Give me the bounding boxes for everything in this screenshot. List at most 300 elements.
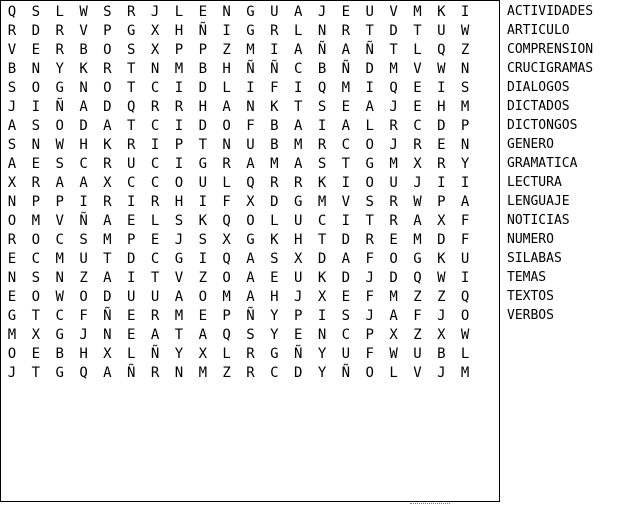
grid-cell: R xyxy=(127,137,136,153)
grid-cell: M xyxy=(293,137,303,153)
grid-cell: C xyxy=(55,308,64,324)
grid-cell: E xyxy=(31,42,41,58)
grid-cell: R xyxy=(246,346,255,362)
grid-cell: G xyxy=(127,23,136,39)
grid-cell: E xyxy=(7,289,17,305)
grid-cell: B xyxy=(198,61,208,77)
grid-cell: M xyxy=(103,232,112,248)
grid-cell: N xyxy=(460,137,470,153)
grid-cell: O xyxy=(389,251,398,267)
grid-cell: F xyxy=(365,251,374,267)
grid-cell: N xyxy=(103,327,112,343)
grid-cell: A xyxy=(293,156,303,172)
grid-cell: V xyxy=(55,213,64,229)
grid-cell: E xyxy=(270,270,279,286)
grid-cell: A xyxy=(246,251,255,267)
grid-cell: I xyxy=(79,194,88,210)
grid-cell: T xyxy=(31,308,41,324)
grid-cell: W xyxy=(460,23,470,39)
grid-cell: L xyxy=(127,346,136,362)
grid-cell: I xyxy=(174,80,184,96)
grid-cell: S xyxy=(246,327,255,343)
grid-cell: E xyxy=(127,213,136,229)
grid-cell: A xyxy=(341,251,351,267)
grid-cell: E xyxy=(127,327,136,343)
word-list-item: ACTIVIDADES xyxy=(507,4,594,19)
grid-cell: O xyxy=(174,175,184,191)
word-list-item: GENERO xyxy=(507,137,554,152)
grid-cell: S xyxy=(31,270,41,286)
grid-cell: E xyxy=(150,232,160,248)
grid-cell: Ñ xyxy=(246,61,255,77)
grid-cell: L xyxy=(389,365,398,381)
grid-cell: H xyxy=(79,346,88,362)
grid-cell: R xyxy=(341,23,351,39)
grid-cell: I xyxy=(127,270,136,286)
grid-cell: E xyxy=(293,327,303,343)
grid-cell: K xyxy=(437,4,446,20)
grid-cell: A xyxy=(79,175,88,191)
grid-cell: A xyxy=(246,156,255,172)
word-list-item: DICTONGOS xyxy=(507,118,578,133)
grid-cell: J xyxy=(293,289,303,305)
grid-cell: U xyxy=(79,251,88,267)
grid-cell: A xyxy=(293,118,303,134)
grid-cell: R xyxy=(55,23,64,39)
grid-cell: Ñ xyxy=(150,346,160,362)
grid-cell: R xyxy=(150,308,160,324)
grid-cell: A xyxy=(413,213,422,229)
grid-cell: J xyxy=(174,232,184,248)
grid-cell: X xyxy=(437,213,446,229)
grid-cell: C xyxy=(31,251,41,267)
grid-cell: A xyxy=(103,213,112,229)
grid-cell: G xyxy=(55,365,64,381)
grid-cell: H xyxy=(174,23,184,39)
grid-cell: R xyxy=(150,194,160,210)
grid-cell: A xyxy=(365,99,374,115)
grid-cell: H xyxy=(293,232,303,248)
grid-cell: I xyxy=(317,308,327,324)
grid-cell: G xyxy=(246,232,255,248)
grid-cell: R xyxy=(150,365,160,381)
grid-cell: I xyxy=(174,118,184,134)
grid-cell: T xyxy=(127,61,136,77)
grid-cell: W xyxy=(389,346,398,362)
grid-cell: J xyxy=(437,365,446,381)
grid-cell: I xyxy=(198,194,208,210)
word-list-item: COMPRENSION xyxy=(507,42,594,57)
grid-cell: F xyxy=(365,346,374,362)
grid-cell: Z xyxy=(222,365,231,381)
grid-cell: B xyxy=(270,118,279,134)
grid-cell: A xyxy=(293,42,303,58)
grid-cell: H xyxy=(437,99,446,115)
grid-cell: A xyxy=(460,194,470,210)
grid-cell: R xyxy=(127,4,136,20)
grid-cell: D xyxy=(127,251,136,267)
grid-cell: R xyxy=(270,23,279,39)
grid-cell: T xyxy=(293,99,303,115)
grid-cell: O xyxy=(31,289,41,305)
grid-cell: Ñ xyxy=(341,61,351,77)
grid-cell: S xyxy=(198,232,208,248)
grid-cell: I xyxy=(437,175,446,191)
grid-cell: V xyxy=(413,61,422,77)
grid-cell: O xyxy=(103,42,112,58)
grid-cell: E xyxy=(198,308,208,324)
grid-cell: N xyxy=(31,61,41,77)
grid-cell: Q xyxy=(127,99,136,115)
grid-cell: L xyxy=(222,346,231,362)
grid-cell: X xyxy=(103,346,112,362)
grid-cell: Z xyxy=(198,270,208,286)
grid-cell: G xyxy=(55,327,64,343)
word-list-item: NOTICIAS xyxy=(507,213,570,228)
grid-cell: J xyxy=(365,270,374,286)
grid-cell: L xyxy=(222,175,231,191)
word-list-item: TEMAS xyxy=(507,270,547,285)
grid-cell: B xyxy=(317,61,327,77)
grid-cell: P xyxy=(174,42,184,58)
grid-cell: P xyxy=(437,194,446,210)
grid-cell: L xyxy=(55,4,64,20)
grid-cell: Y xyxy=(270,308,279,324)
grid-cell: F xyxy=(222,194,231,210)
grid-cell: Ñ xyxy=(317,42,327,58)
grid-cell: R xyxy=(365,232,374,248)
grid-cell: C xyxy=(341,327,351,343)
grid-cell: G xyxy=(270,346,279,362)
grid-cell: X xyxy=(150,23,160,39)
grid-cell: Q xyxy=(413,270,422,286)
grid-cell: M xyxy=(341,80,351,96)
grid-cell: F xyxy=(365,289,374,305)
grid-cell: U xyxy=(389,175,398,191)
grid-cell: H xyxy=(79,137,88,153)
grid-cell: C xyxy=(55,232,64,248)
word-list-item: DIALOGOS xyxy=(507,80,570,95)
grid-cell: Q xyxy=(222,327,231,343)
grid-cell: C xyxy=(150,118,160,134)
grid-cell: R xyxy=(389,194,398,210)
grid-cell: I xyxy=(460,270,470,286)
grid-cell: D xyxy=(317,251,327,267)
grid-row xyxy=(0,269,500,288)
grid-cell: M xyxy=(174,308,184,324)
grid-cell: O xyxy=(222,118,231,134)
grid-cell: Q xyxy=(222,213,231,229)
grid-cell: C xyxy=(150,175,160,191)
word-list-item: VERBOS xyxy=(507,308,554,323)
grid-cell: C xyxy=(293,61,303,77)
grid-cell: C xyxy=(317,213,327,229)
grid-cell: O xyxy=(31,80,41,96)
grid-cell: L xyxy=(413,42,422,58)
grid-cell: N xyxy=(222,4,231,20)
grid-cell: T xyxy=(365,213,374,229)
grid-cell: M xyxy=(31,213,41,229)
grid-cell: H xyxy=(270,289,279,305)
grid-cell: V xyxy=(389,4,398,20)
grid-cell: R xyxy=(389,213,398,229)
grid-cell: Q xyxy=(460,289,470,305)
grid-cell: J xyxy=(389,99,398,115)
grid-cell: F xyxy=(460,232,470,248)
grid-cell: J xyxy=(365,308,374,324)
grid-cell: B xyxy=(55,346,64,362)
word-list-item: ARTICULO xyxy=(507,23,570,38)
word-list xyxy=(507,0,620,509)
grid-cell: K xyxy=(198,213,208,229)
grid-cell: X xyxy=(293,251,303,267)
grid-cell: L xyxy=(222,80,231,96)
grid-row xyxy=(0,212,500,231)
grid-cell: M xyxy=(270,156,279,172)
grid-cell: X xyxy=(413,156,422,172)
grid-cell: B xyxy=(79,42,88,58)
grid-cell: K xyxy=(79,61,88,77)
grid-cell: S xyxy=(31,4,41,20)
grid-cell: P xyxy=(293,308,303,324)
grid-cell: K xyxy=(270,99,279,115)
grid-cell: H xyxy=(174,194,184,210)
grid-cell: P xyxy=(103,23,112,39)
grid-cell: R xyxy=(150,99,160,115)
grid-cell: G xyxy=(246,23,255,39)
grid-cell: S xyxy=(127,42,136,58)
grid-cell: G xyxy=(413,251,422,267)
grid-cell: Q xyxy=(389,80,398,96)
grid-cell: H xyxy=(198,99,208,115)
grid-cell: O xyxy=(55,118,64,134)
grid-cell: X xyxy=(222,232,231,248)
grid-cell: T xyxy=(174,327,184,343)
grid-cell: E xyxy=(389,232,398,248)
grid-cell: B xyxy=(437,346,446,362)
grid-cell: D xyxy=(198,80,208,96)
grid-cell: R xyxy=(55,42,64,58)
grid-cell: R xyxy=(270,175,279,191)
grid-cell: C xyxy=(127,175,136,191)
grid-cell: E xyxy=(7,251,17,267)
grid-cell: A xyxy=(103,365,112,381)
grid-cell: I xyxy=(293,80,303,96)
grid-cell: D xyxy=(31,23,41,39)
grid-cell: X xyxy=(389,327,398,343)
grid-cell: M xyxy=(389,61,398,77)
word-list-item: NUMERO xyxy=(507,232,554,247)
grid-cell: P xyxy=(460,118,470,134)
grid-cell: U xyxy=(365,4,374,20)
grid-cell: J xyxy=(7,365,17,381)
grid-cell: E xyxy=(31,346,41,362)
grid-cell: X xyxy=(31,327,41,343)
grid-cell: Y xyxy=(270,327,279,343)
grid-cell: D xyxy=(341,232,351,248)
grid-row xyxy=(0,250,500,269)
grid-cell: X xyxy=(437,327,446,343)
grid-cell: U xyxy=(293,270,303,286)
grid-cell: M xyxy=(413,232,422,248)
word-list-item: LECTURA xyxy=(507,175,562,190)
grid-cell: G xyxy=(55,80,64,96)
grid-cell: Ñ xyxy=(103,308,112,324)
grid-cell: N xyxy=(7,270,17,286)
grid-cell: R xyxy=(222,156,231,172)
grid-cell: R xyxy=(246,365,255,381)
grid-cell: I xyxy=(317,118,327,134)
grid-cell: E xyxy=(127,308,136,324)
grid-cell: C xyxy=(341,137,351,153)
grid-cell: K xyxy=(437,251,446,267)
grid-cell: W xyxy=(55,137,64,153)
grid-cell: U xyxy=(293,213,303,229)
grid-cell: V xyxy=(174,270,184,286)
grid-row xyxy=(0,41,500,60)
grid-cell: N xyxy=(150,61,160,77)
grid-cell: R xyxy=(413,137,422,153)
grid-cell: D xyxy=(79,118,88,134)
grid-cell: S xyxy=(31,118,41,134)
grid-cell: A xyxy=(55,175,64,191)
grid-cell: U xyxy=(246,137,255,153)
grid-cell: O xyxy=(31,232,41,248)
grid-cell: Q xyxy=(317,80,327,96)
grid-cell: M xyxy=(7,327,17,343)
grid-cell: N xyxy=(174,365,184,381)
grid-cell: X xyxy=(198,346,208,362)
grid-cell: S xyxy=(317,99,327,115)
grid-row xyxy=(0,22,500,41)
grid-cell: I xyxy=(127,194,136,210)
grid-cell: G xyxy=(174,251,184,267)
grid-cell: N xyxy=(7,194,17,210)
grid-cell: U xyxy=(437,23,446,39)
grid-cell: I xyxy=(437,80,446,96)
word-list-item: LENGUAJE xyxy=(507,194,570,209)
grid-cell: P xyxy=(55,194,64,210)
grid-cell: X xyxy=(246,194,255,210)
grid-cell: J xyxy=(79,327,88,343)
grid-cell: Z xyxy=(222,42,231,58)
grid-cell: U xyxy=(127,289,136,305)
grid-cell: W xyxy=(460,327,470,343)
grid-cell: P xyxy=(174,137,184,153)
grid-row xyxy=(0,364,500,383)
grid-cell: E xyxy=(341,99,351,115)
grid-cell: D xyxy=(437,232,446,248)
grid-cell: S xyxy=(7,137,17,153)
grid-cell: E xyxy=(413,80,422,96)
grid-cell: A xyxy=(7,118,17,134)
grid-cell: O xyxy=(365,365,374,381)
grid-cell: F xyxy=(246,118,255,134)
grid-cell: A xyxy=(198,327,208,343)
grid-cell: I xyxy=(460,4,470,20)
grid-cell: O xyxy=(7,346,17,362)
grid-cell: E xyxy=(437,137,446,153)
grid-cell: G xyxy=(7,308,17,324)
grid-cell: S xyxy=(7,80,17,96)
grid-cell: O xyxy=(460,308,470,324)
grid-cell: J xyxy=(317,4,327,20)
grid-cell: M xyxy=(460,99,470,115)
grid-cell: Y xyxy=(460,156,470,172)
grid-cell: G xyxy=(198,156,208,172)
grid-cell: X xyxy=(150,42,160,58)
grid-cell: I xyxy=(31,99,41,115)
grid-row xyxy=(0,288,500,307)
grid-cell: K xyxy=(317,175,327,191)
grid-cell: S xyxy=(365,194,374,210)
grid-row xyxy=(0,231,500,250)
grid-cell: N xyxy=(79,80,88,96)
grid-cell: K xyxy=(270,232,279,248)
grid-cell: E xyxy=(341,4,351,20)
grid-cell: Q xyxy=(7,4,17,20)
word-list-item: DICTADOS xyxy=(507,99,570,114)
grid-cell: Y xyxy=(55,61,64,77)
grid-cell: J xyxy=(389,137,398,153)
grid-cell: R xyxy=(437,156,446,172)
grid-cell: K xyxy=(103,137,112,153)
grid-cell: E xyxy=(198,4,208,20)
grid-cell: D xyxy=(389,270,398,286)
grid-cell: D xyxy=(365,61,374,77)
grid-cell: S xyxy=(103,4,112,20)
word-list-item: CRUCIGRAMAS xyxy=(507,61,594,76)
grid-cell: Ñ xyxy=(293,346,303,362)
grid-cell: W xyxy=(437,61,446,77)
grid-cell: U xyxy=(460,251,470,267)
word-list-item: SILABAS xyxy=(507,251,562,266)
grid-cell: Q xyxy=(79,365,88,381)
grid-cell: Y xyxy=(174,346,184,362)
grid-cell: C xyxy=(79,156,88,172)
grid-cell: L xyxy=(365,118,374,134)
grid-cell: I xyxy=(365,80,374,96)
grid-cell: T xyxy=(413,23,422,39)
grid-cell: Ñ xyxy=(341,365,351,381)
grid-cell: Q xyxy=(222,251,231,267)
grid-cell: Z xyxy=(413,327,422,343)
grid-cell: C xyxy=(150,251,160,267)
grid-cell: A xyxy=(103,270,112,286)
grid-row xyxy=(0,3,500,22)
grid-cell: N xyxy=(55,270,64,286)
grid-row xyxy=(0,345,500,364)
grid-cell: O xyxy=(103,80,112,96)
grid-cell: Q xyxy=(246,175,255,191)
grid-cell: R xyxy=(103,156,112,172)
grid-cell: G xyxy=(293,194,303,210)
grid-cell: E xyxy=(341,289,351,305)
grid-cell: L xyxy=(174,4,184,20)
grid-cell: Z xyxy=(79,270,88,286)
grid-cell: Ñ xyxy=(270,61,279,77)
grid-cell: I xyxy=(341,213,351,229)
grid-cell: N xyxy=(246,99,255,115)
grid-cell: C xyxy=(150,80,160,96)
grid-cell: O xyxy=(365,137,374,153)
grid-cell: I xyxy=(174,156,184,172)
grid-cell: M xyxy=(246,42,255,58)
grid-cell: A xyxy=(103,118,112,134)
grid-cell: K xyxy=(317,270,327,286)
grid-cell: P xyxy=(198,42,208,58)
grid-cell: D xyxy=(198,118,208,134)
